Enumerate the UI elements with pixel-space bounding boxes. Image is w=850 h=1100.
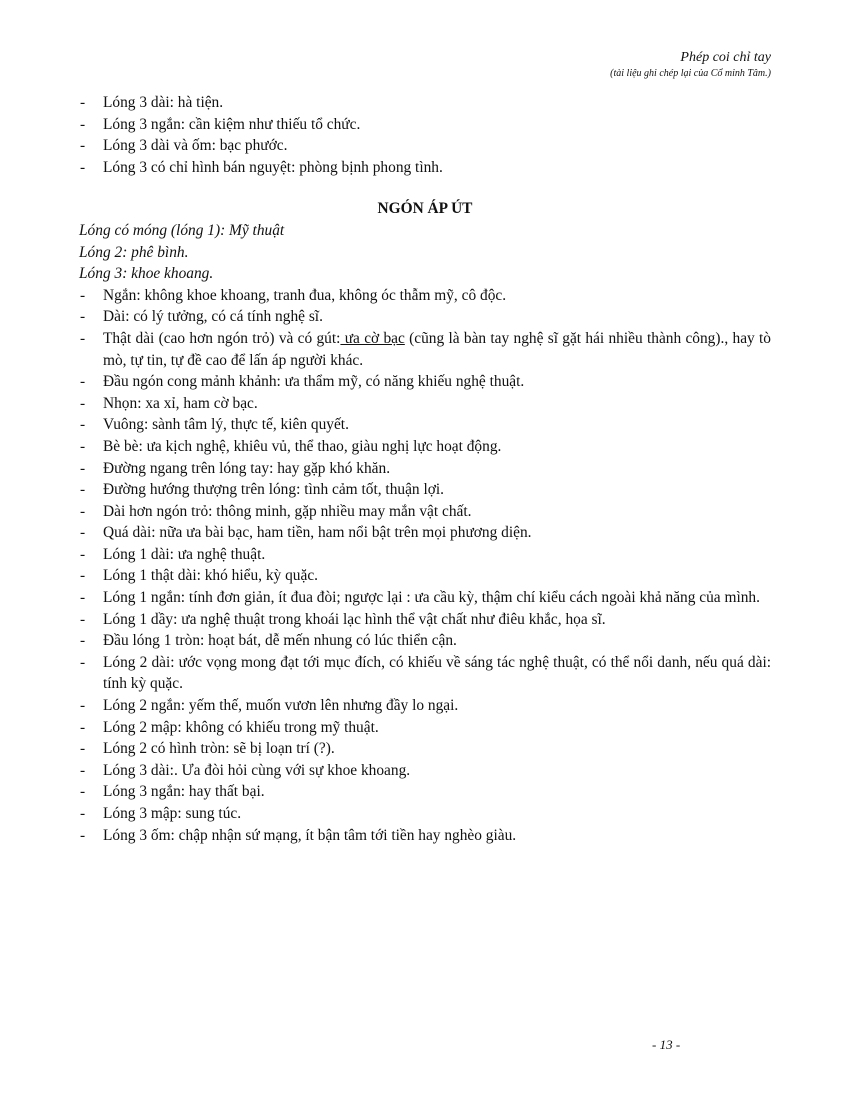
list-item: - Lóng 2 có hình tròn: sẽ bị loạn trí (?). — [79, 738, 771, 760]
list-item: - Lóng 3 dài: hà tiện. — [79, 92, 771, 114]
list-item: - Quá dài: nữa ưa bài bạc, ham tiền, ham nổi bật trên mọi phương diện. — [79, 522, 771, 544]
list-item: - Ngắn: không khoe khoang, tranh đua, không óc thẫm mỹ, cô độc. — [79, 285, 771, 307]
list-item: - Lóng 2 ngắn: yếm thế, muốn vươn lên nhưng đầy lo ngại. — [79, 695, 771, 717]
list-item: - Lóng 3 dài:. Ưa đòi hỏi cùng với sự khoe khoang. — [79, 760, 771, 782]
list-item: - Lóng 3 có chỉ hình bán nguyệt: phòng bịnh phong tình. — [79, 157, 771, 179]
section-italic-line: Lóng có móng (lóng 1): Mỹ thuật — [79, 221, 285, 239]
page-number: - 13 - — [652, 1037, 681, 1052]
section-italic-line: Lóng 3: khoe khoang. — [79, 265, 214, 283]
list-item: - Lóng 3 ngắn: hay thất bại. — [79, 781, 771, 803]
list-item: - Nhọn: xa xỉ, ham cờ bạc. — [79, 393, 771, 415]
list-item: - Dài: có lý tưởng, có cá tính nghệ sĩ. — [79, 306, 771, 328]
list-item-text: (cũng là bàn tay nghệ sĩ gặt hái nhiều thành công)., hay tò mò, tự tin, tự đề cao để lấn áp người khác. — [103, 329, 771, 369]
list-item: - Vuông: sành tâm lý, thực tế, kiên quyết. — [79, 414, 771, 436]
list-item: - Lóng 3 dài và ốm: bạc phước. — [79, 135, 771, 157]
header-subtitle: (tài liệu ghi chép lại của Cổ minh Tâm.) — [610, 68, 771, 79]
header-title: Phép coi chỉ tay — [680, 50, 771, 65]
list-item: - Lóng 1 ngắn: tính đơn giản, ít đua đòi; ngược lại : ưa cầu kỳ, thậm chí kiểu cách ngoài khả năng của mình. — [79, 587, 771, 609]
list-item-text: Thật dài (cao hơn ngón trỏ) và có gút: — [103, 329, 341, 347]
section-italic-line: Lóng 2: phê bình. — [79, 243, 189, 261]
page-content — [79, 92, 771, 846]
list-item: - Lóng 3 ngắn: cần kiệm như thiếu tổ chức. — [79, 114, 771, 136]
list-item: - Đường ngang trên lóng tay: hay gặp khó khăn. — [79, 458, 771, 480]
group4-list — [79, 760, 771, 846]
list-item: - Lóng 1 dầy: ưa nghệ thuật trong khoái lạc hình thể vật chất như điêu khắc, họa sĩ. — [79, 609, 771, 631]
group2-list — [79, 544, 771, 652]
intro-list — [79, 92, 771, 178]
group3-list — [79, 652, 771, 760]
group1-list — [79, 285, 771, 544]
list-item — [79, 328, 771, 371]
list-item: - Bè bè: ưa kịch nghệ, khiêu vủ, thể thao, giàu nghị lực hoạt động. — [79, 436, 771, 458]
list-item: - Lóng 1 thật dài: khó hiểu, kỳ quặc. — [79, 565, 771, 587]
list-item: - Đường hướng thượng trên lóng: tình cảm tốt, thuận lợi. — [79, 479, 771, 501]
list-item: - Lóng 2 dài: ước vọng mong đạt tới mục đích, có khiếu về sáng tác nghệ thuật, có thể nổi danh, nếu quá dài: tính kỳ quặc. — [79, 652, 771, 695]
list-item: - Lóng 2 mập: không có khiếu trong mỹ thuật. — [79, 717, 771, 739]
section-title: NGÓN ÁP ÚT — [377, 200, 473, 218]
list-item: - Lóng 3 ốm: chập nhận sứ mạng, ít bận tâm tới tiền hay nghèo giàu. — [79, 825, 771, 847]
list-item: - Lóng 1 dài: ưa nghệ thuật. — [79, 544, 771, 566]
list-item: - Đầu lóng 1 tròn: hoạt bát, dễ mến nhung có lúc thiển cận. — [79, 630, 771, 652]
underlined-text: ưa cờ bạc — [340, 329, 405, 347]
list-item: - Đầu ngón cong mảnh khảnh: ưa thẩm mỹ, có năng khiếu nghệ thuật. — [79, 371, 771, 393]
list-item: - Lóng 3 mập: sung túc. — [79, 803, 771, 825]
list-item: - Dài hơn ngón trỏ: thông minh, gặp nhiều may mắn vật chất. — [79, 501, 771, 523]
